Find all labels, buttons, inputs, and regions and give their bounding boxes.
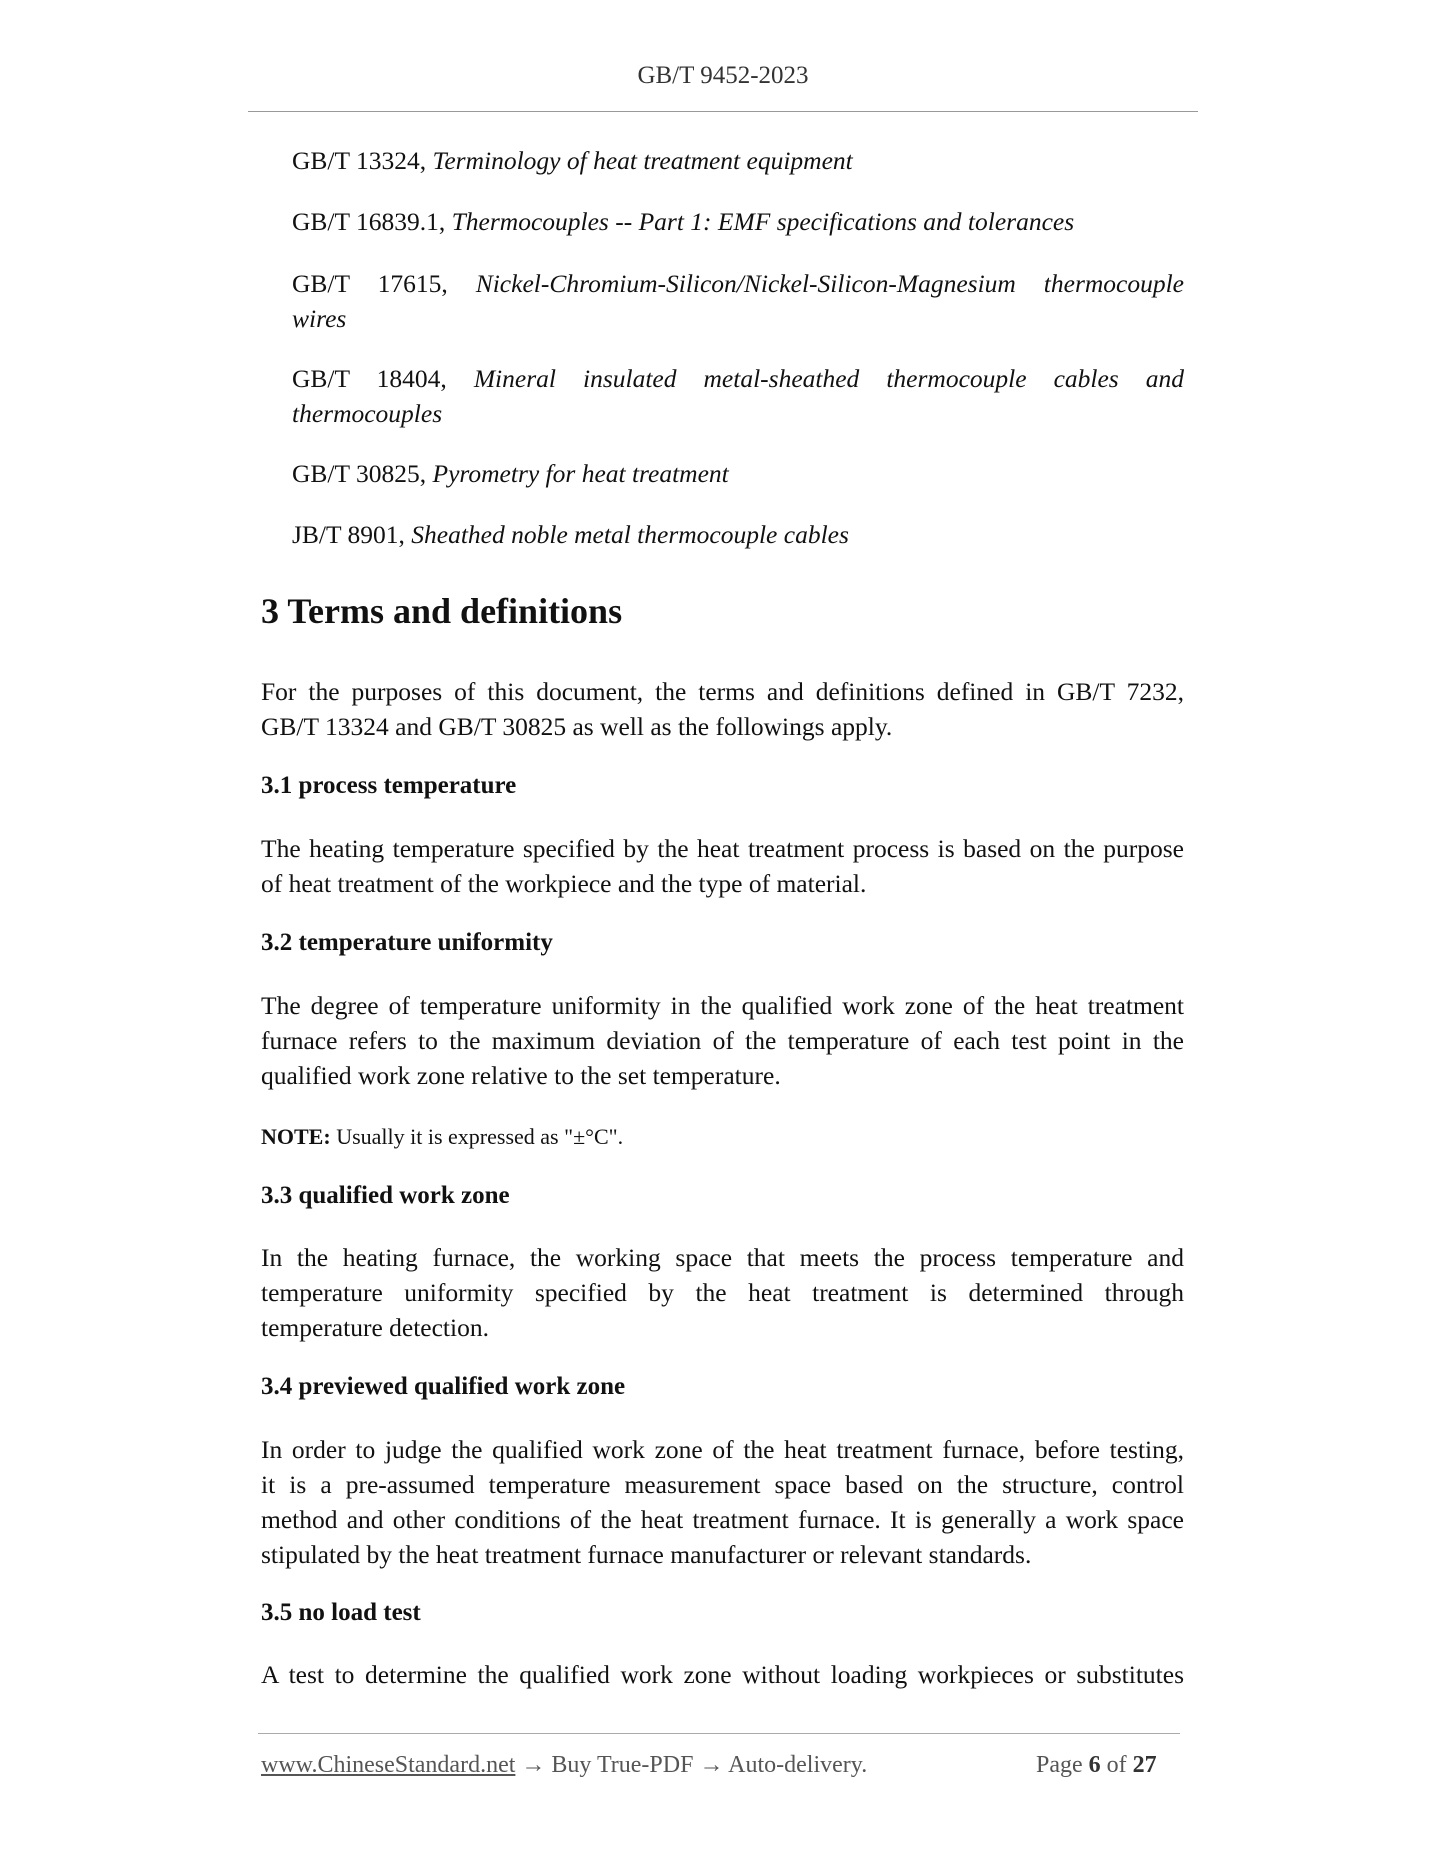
- reference-item: [292, 143, 1184, 178]
- auto-delivery-text: Auto-delivery.: [728, 1752, 868, 1778]
- text-line: The degree of temperature uniformity in the qualified work zone of the heat treatment: [261, 991, 1184, 1020]
- text-line: of heat treatment of the workpiece and the type of material.: [261, 869, 867, 898]
- section-intro: [261, 674, 1184, 744]
- reference-title: Sheathed noble metal thermocouple cables: [411, 520, 849, 549]
- text-line: GB/T 13324 and GB/T 30825 as well as the followings apply.: [261, 712, 893, 741]
- section-title: 3 Terms and definitions: [261, 591, 623, 631]
- text-line: stipulated by the heat treatment furnace manufacturer or relevant standards.: [261, 1540, 1032, 1569]
- note: [261, 1124, 623, 1150]
- term-heading: 3.2 temperature uniformity: [261, 929, 553, 956]
- reference-code: GB/T 17615,: [292, 269, 448, 298]
- text-line: method and other conditions of the heat treatment furnace. It is generally a work space: [261, 1505, 1184, 1534]
- reference-item: [292, 361, 1184, 431]
- reference-code: JB/T 8901,: [292, 520, 405, 549]
- reference-item: [292, 204, 1184, 239]
- text-line: temperature detection.: [261, 1313, 489, 1342]
- term-definition: [261, 1432, 1184, 1572]
- reference-code: GB/T 13324,: [292, 146, 427, 175]
- text-line: temperature uniformity specified by the heat treatment is determined through: [261, 1278, 1184, 1307]
- arrow-right-icon: →: [699, 1752, 724, 1778]
- page-number: [1036, 1752, 1157, 1779]
- reference-item: [292, 456, 1184, 491]
- reference-item: [292, 266, 1184, 336]
- text-line: qualified work zone relative to the set temperature.: [261, 1061, 781, 1090]
- reference-code: GB/T 18404,: [292, 364, 447, 393]
- note-text: Usually it is expressed as "±°C".: [336, 1124, 624, 1149]
- text-line: For the purposes of this document, the terms and definitions defined in GB/T 7232,: [261, 677, 1184, 706]
- text-line: The heating temperature specified by the heat treatment process is based on the purpose: [261, 834, 1184, 863]
- term-heading: 3.3 qualified work zone: [261, 1182, 510, 1209]
- document-header-id: GB/T 9452-2023: [637, 62, 809, 89]
- term-heading: 3.5 no load test: [261, 1599, 421, 1626]
- page-label: Page: [1036, 1752, 1083, 1778]
- term-definition: [261, 831, 1184, 901]
- buy-pdf-text: Buy True-PDF: [551, 1752, 694, 1778]
- term-definition: [261, 988, 1184, 1093]
- footer-promo: [261, 1752, 867, 1779]
- term-heading: 3.1 process temperature: [261, 772, 517, 799]
- text-line: In order to judge the qualified work zone of the heat treatment furnace, before testing,: [261, 1435, 1184, 1464]
- reference-title: Nickel-Chromium-Silicon/Nickel-Silicon-Magnesium thermocouple: [475, 269, 1185, 298]
- reference-code: GB/T 30825,: [292, 459, 427, 488]
- arrow-right-icon: →: [521, 1752, 546, 1778]
- reference-title-continued: wires: [292, 304, 347, 333]
- page-current: 6: [1088, 1752, 1101, 1778]
- header-divider: [248, 111, 1198, 112]
- reference-code: GB/T 16839.1,: [292, 207, 446, 236]
- text-line: furnace refers to the maximum deviation of the temperature of each test point in the: [261, 1026, 1184, 1055]
- footer-divider: [258, 1733, 1180, 1734]
- text-line: In the heating furnace, the working space that meets the process temperature and: [261, 1243, 1184, 1272]
- reference-title: Pyrometry for heat treatment: [432, 459, 729, 488]
- of-label: of: [1106, 1752, 1127, 1778]
- term-heading: 3.4 previewed qualified work zone: [261, 1373, 626, 1400]
- reference-title-continued: thermocouples: [292, 399, 443, 428]
- reference-title: Terminology of heat treatment equipment: [432, 146, 853, 175]
- note-label: NOTE:: [261, 1124, 331, 1149]
- reference-title: Mineral insulated metal-sheathed thermocouple cables and: [473, 364, 1185, 393]
- term-definition: [261, 1657, 1184, 1692]
- term-definition: [261, 1240, 1184, 1345]
- page-total: 27: [1132, 1752, 1157, 1778]
- reference-title: Thermocouples -- Part 1: EMF specifications and tolerances: [451, 207, 1075, 236]
- text-line: it is a pre-assumed temperature measurement space based on the structure, control: [261, 1470, 1184, 1499]
- site-link[interactable]: www.ChineseStandard.net: [261, 1752, 516, 1778]
- text-line: A test to determine the qualified work zone without loading workpieces or substitutes: [261, 1660, 1184, 1689]
- reference-item: [292, 517, 1184, 552]
